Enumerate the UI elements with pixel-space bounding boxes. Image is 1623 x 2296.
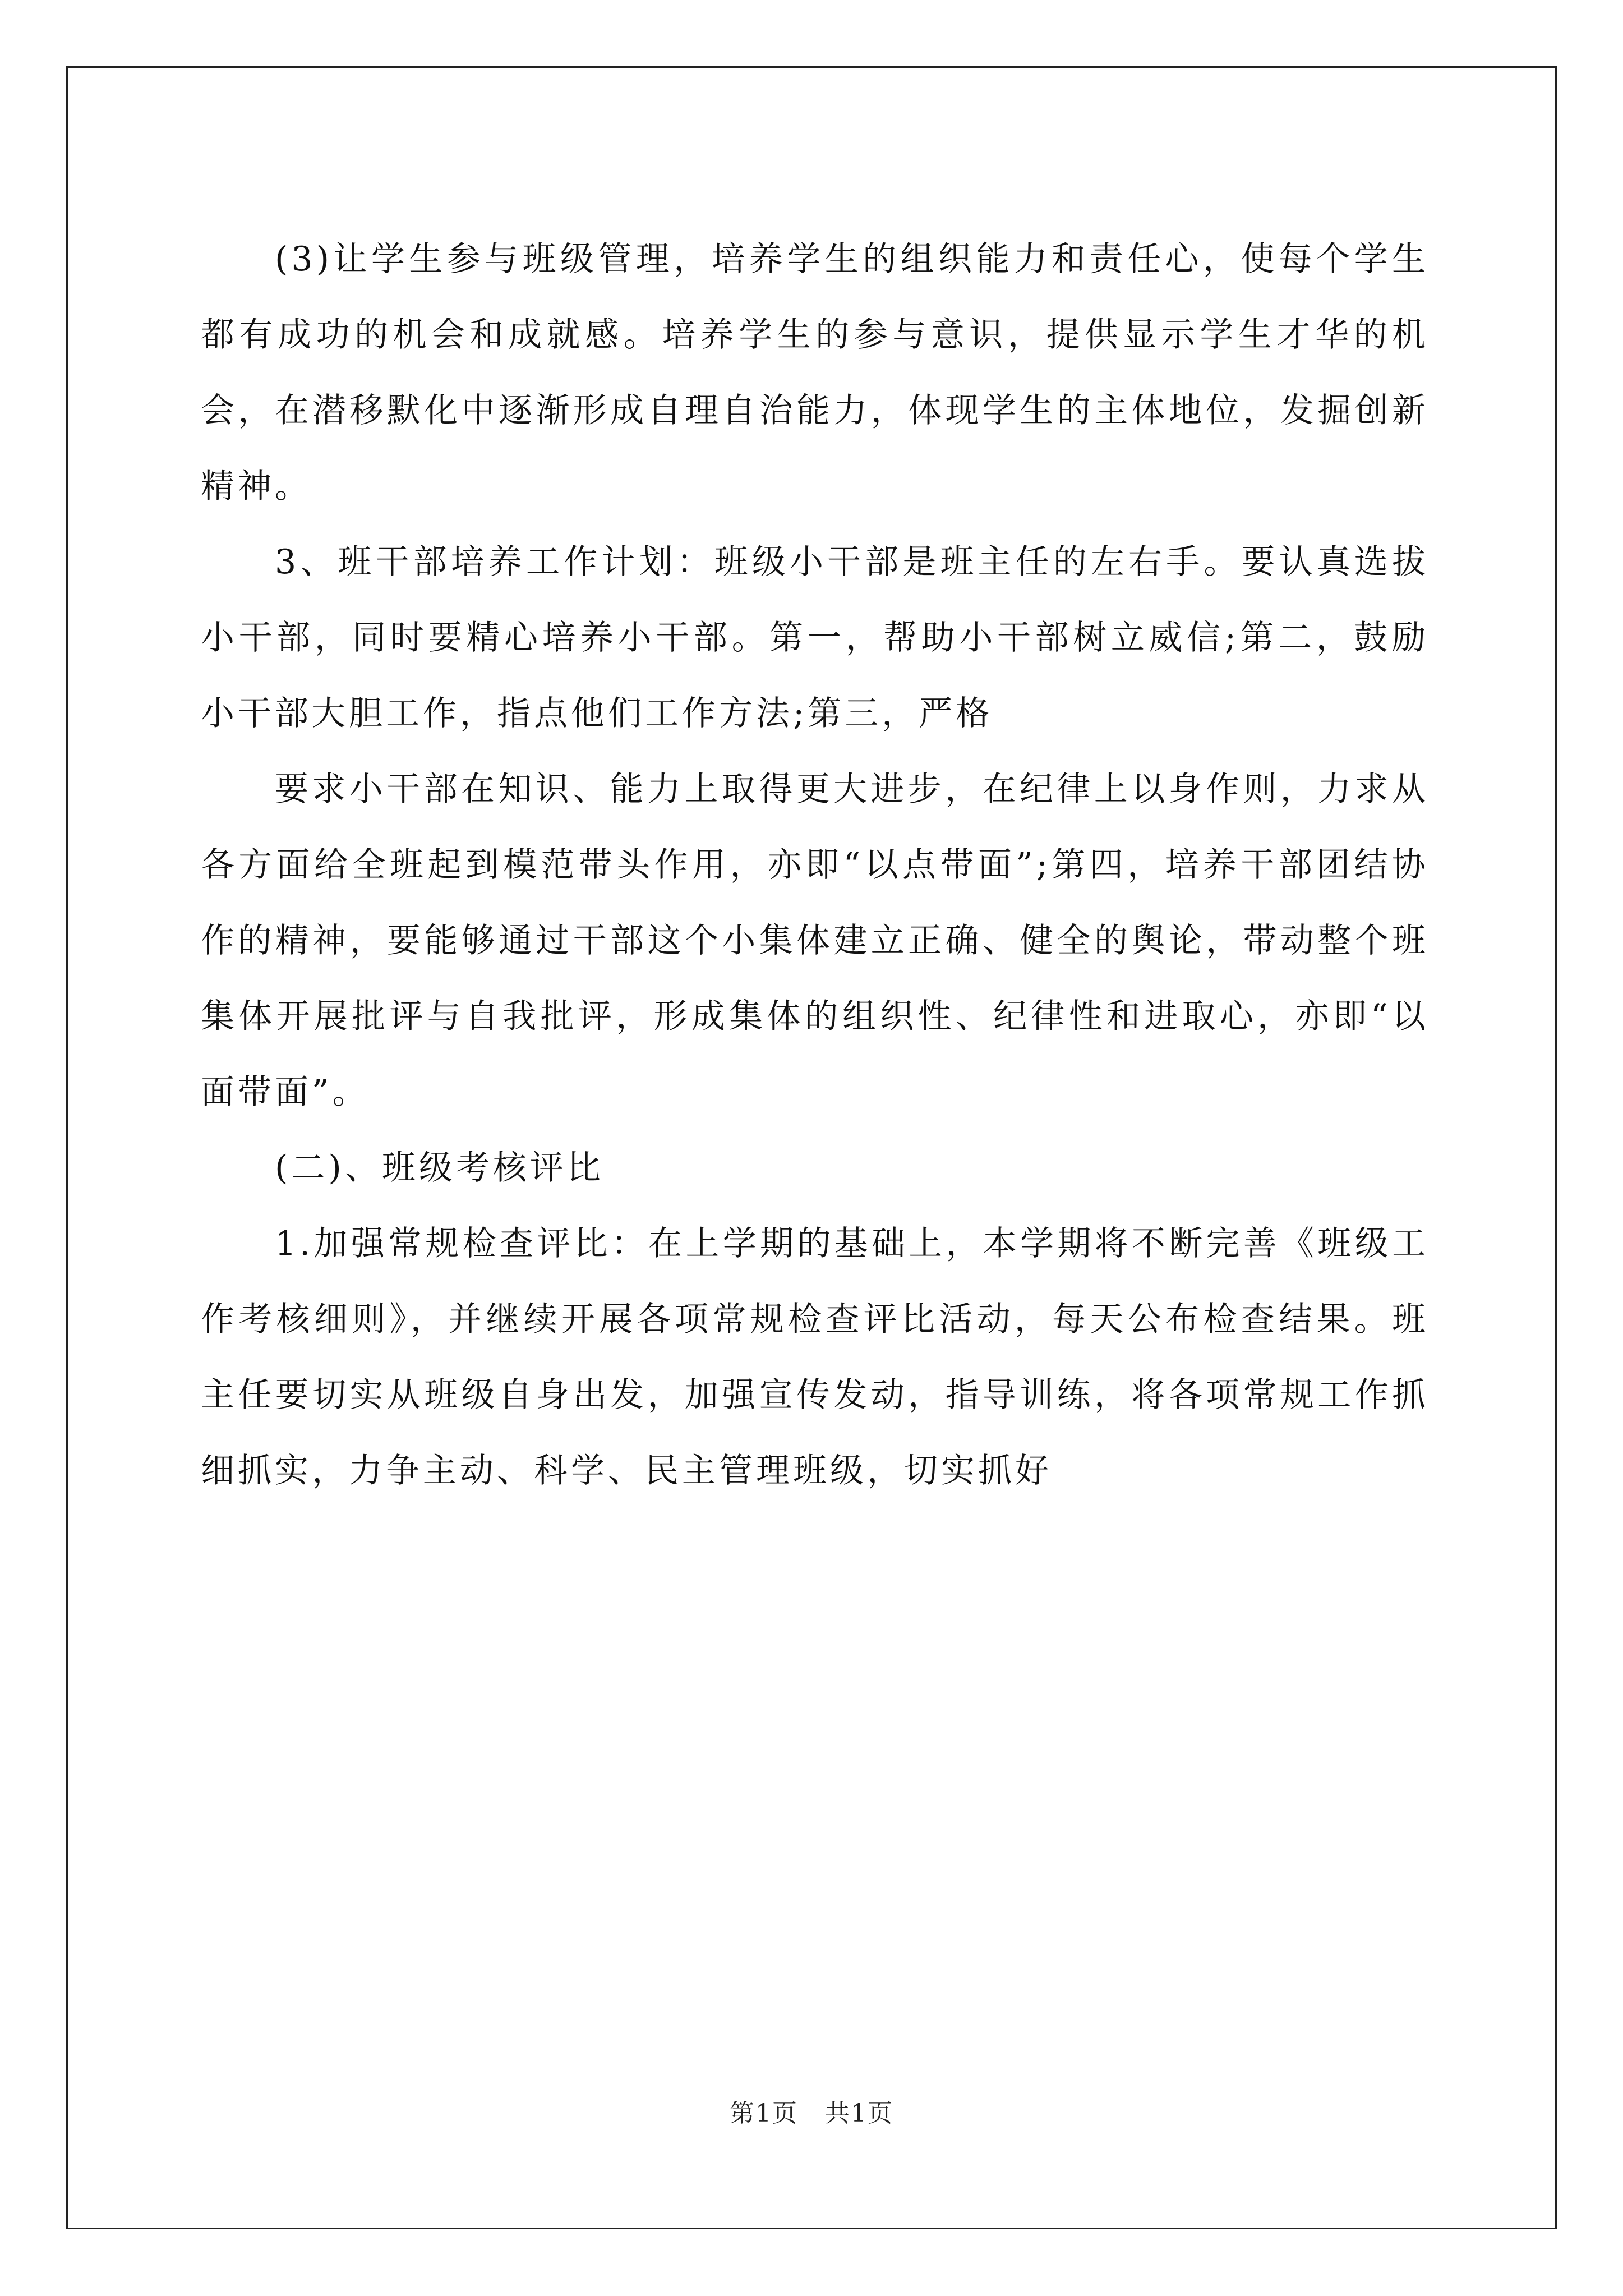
paragraph-routine-inspection: 1.加强常规检查评比：在上学期的基础上，本学期将不断完善《班级工作考核细则》，并继续开展各项常规检查评比活动，每天公布检查结果。班主任要切实从班级自身出发，加强宣传发动，指导训练，将各项常规工作抓细抓实，力争主动、科学、民主管理班级，切实抓好 <box>201 1224 1429 1490</box>
section-heading-class-assessment: (二)、班级考核评比 <box>275 1148 604 1188</box>
page-number-total: 共1页 <box>825 2099 893 2128</box>
page-footer <box>0 2097 1623 2131</box>
paragraph-student-participation: (3)让学生参与班级管理，培养学生的组织能力和责任心，使每个学生都有成功的机会和成就感。培养学生的参与意识，提供显示学生才华的机会，在潜移默化中逐渐形成自理自治能力，体现学生的主体地位，发掘创新精神。 <box>201 240 1429 506</box>
page-number-current: 第1页 <box>730 2099 798 2128</box>
document-body <box>201 222 1429 1509</box>
paragraph-cadre-requirements: 要求小干部在知识、能力上取得更大进步，在纪律上以身作则，力求从各方面给全班起到模范带头作用，亦即“以点带面”;第四，培养干部团结协作的精神，要能够通过干部这个小集体建立正确、健全的舆论，带动整个班集体开展批评与自我批评，形成集体的组织性、纪律性和进取心，亦即“以面带面”。 <box>201 770 1429 1112</box>
paragraph-cadre-training-plan: 3、班干部培养工作计划：班级小干部是班主任的左右手。要认真选拔小干部，同时要精心培养小干部。第一，帮助小干部树立威信;第二，鼓励小干部大胆工作，指点他们工作方法;第三，严格 <box>201 542 1429 733</box>
